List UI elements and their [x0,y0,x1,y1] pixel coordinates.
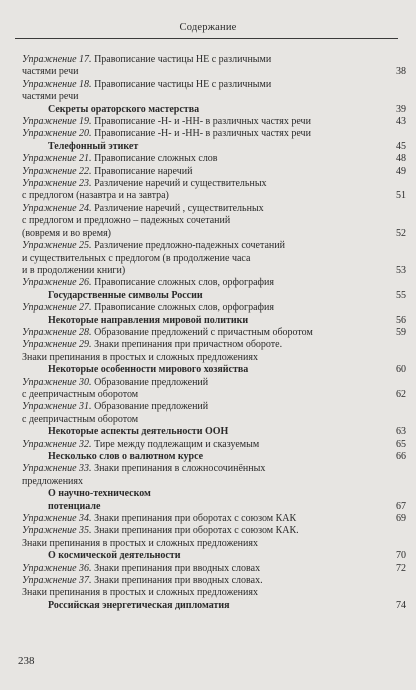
toc-line [22,587,406,599]
exercise-title: Различение наречий и существительных [94,178,267,190]
toc-section [22,315,406,327]
toc-section [22,550,406,562]
exercise-label: Упражнение 28. [22,326,92,338]
section-title: Российская энергетическая дипломатия [48,599,230,611]
exercise-title: Правописание частицы НЕ с различными [94,54,272,65]
page-ref: 60 [396,364,406,376]
toc-entry [22,327,406,339]
section-title: Некоторые особенности мирового хозяйства [48,364,249,376]
toc-entry [22,116,406,128]
exercise-label: Упражнение 24. [22,202,92,214]
exercise-label: Упражнение 20. [22,128,92,140]
page-ref: 53 [396,264,406,276]
exercise-title-cont: с деепричастным оборотом [22,413,139,425]
page-ref: 72 [396,562,406,574]
toc-entry [22,575,406,587]
exercise-label: Упражнение 22. [22,165,92,177]
page-ref: 56 [396,314,406,326]
toc-entry [22,439,406,451]
exercise-title-cont: и существительных с предлогом (в продолжение часа [22,252,251,264]
exercise-title-cont: предложениях [22,475,84,487]
exercise-title: Правописание -Н- и -НН- в различных частях речи [94,116,311,128]
page-ref: 51 [396,190,406,202]
toc-entry [22,128,406,140]
page-ref: 63 [396,426,406,438]
section-title: О космической деятельности [48,550,181,562]
exercise-title: Различение предложно-падежных сочетаний [94,240,285,252]
toc-section [22,141,406,153]
header-rule [15,38,398,39]
toc-entry [22,153,406,165]
exercise-title: Правописание -Н- и -НН- в различных частях речи [94,128,311,140]
toc-entry [22,463,406,488]
exercise-title: Знаки препинания при вводных словах [94,562,261,574]
toc-entry [22,377,406,402]
exercise-title: Знаки препинания при причастном обороте. [94,339,283,351]
section-title: Телефонный этикет [48,140,139,152]
exercise-title: Правописание частицы НЕ с различными [94,78,272,90]
toc-entry [22,178,406,203]
toc-section [22,426,406,438]
section-title: Государственные символы России [48,289,203,301]
exercise-title: Образование предложений [94,401,209,413]
exercise-label: Упражнение 37. [22,575,92,587]
exercise-label: Упражнение 35. [22,525,92,537]
toc-entry [22,563,406,575]
page-ref: 74 [396,599,406,611]
exercise-label: Упражнение 36. [22,562,92,574]
toc-section [22,104,406,116]
exercise-title: Правописание наречий [94,165,193,177]
page-ref: 65 [396,438,406,450]
toc-section [22,600,406,612]
exercise-title: Правописание сложных слов [94,153,218,165]
exercise-title-cont: (вовремя и во время) [22,227,111,239]
toc-section [22,364,406,376]
exercise-label: Упражнение 27. [22,302,92,314]
toc-section [22,451,406,463]
toc-entry [22,203,406,240]
toc-entry [22,54,406,79]
section-title: Некоторые направления мировой политики [48,314,249,326]
toc-section [22,290,406,302]
page-ref: 39 [396,103,406,115]
exercise-title: Образование предложений [94,376,209,388]
entry-text: Знаки препинания в простых и сложных предложениях [22,537,258,549]
exercise-label: Упражнение 34. [22,513,92,525]
exercise-label: Упражнение 19. [22,116,92,128]
toc-section [22,488,406,513]
exercise-title: Правописание сложных слов, орфография [94,277,274,289]
exercise-label: Упражнение 26. [22,277,92,289]
exercise-title: Правописание сложных слов, орфография [94,302,274,314]
entry-text: Знаки препинания в простых и сложных предложениях [22,351,258,363]
page-ref: 70 [396,550,406,562]
exercise-label: Упражнение 31. [22,401,92,413]
section-title-cont: потенциале [48,500,101,512]
section-title: О научно-техническом [48,488,151,500]
page-ref: 38 [396,66,406,78]
exercise-title: Знаки препинания при вводных словах. [94,575,263,587]
exercise-label: Упражнение 18. [22,78,92,90]
page-ref: 43 [396,116,406,128]
exercise-title: Знаки препинания при оборотах с союзом КАК [94,513,297,525]
exercise-title: Знаки препинания в сложносочинённых [94,463,266,475]
exercise-label: Упражнение 33. [22,463,92,475]
table-of-contents [22,54,406,612]
exercise-label: Упражнение 23. [22,178,92,190]
toc-entry [22,277,406,289]
section-title: Несколько слов о валютном курсе [48,451,204,462]
page-ref: 67 [396,500,406,512]
exercise-label: Упражнение 32. [22,438,92,450]
exercise-title: Образование предложений с причастным оборотом [94,326,313,338]
page-ref: 49 [396,165,406,177]
exercise-title: Тире между подлежащим и сказуемым [94,438,260,450]
toc-entry [22,513,406,525]
section-title: Секреты ораторского мастерства [48,103,200,115]
toc-entry [22,525,406,537]
page-ref: 55 [396,289,406,301]
entry-text: Знаки препинания в простых и сложных предложениях [22,587,258,599]
toc-entry [22,79,406,104]
toc-entry [22,240,406,277]
page-ref: 69 [396,513,406,525]
exercise-label: Упражнение 25. [22,240,92,252]
page-ref: 62 [396,388,406,400]
exercise-label: Упражнение 17. [22,54,92,65]
exercise-title-cont: и в продолжении книги) [22,264,126,276]
running-head: Содержание [179,22,237,33]
toc-entry [22,166,406,178]
exercise-title: Знаки препинания при оборотах с союзом КАК. [94,525,299,537]
toc-entry [22,401,406,426]
exercise-label: Упражнение 30. [22,376,92,388]
exercise-label: Упражнение 21. [22,153,92,165]
section-title: Некоторые аспекты деятельности ООН [48,426,229,438]
exercise-title-cont: с предлогом и предложно – падежных сочетаний [22,215,231,227]
toc-line [22,538,406,550]
page-number: 238 [18,655,35,667]
toc-entry [22,302,406,314]
page-ref: 59 [396,326,406,338]
page-ref: 66 [396,451,406,462]
toc-entry [22,339,406,351]
exercise-title-cont: с деепричастным оборотом [22,388,139,400]
exercise-title: Различение наречий , существительных [94,202,264,214]
page-ref: 45 [396,140,406,152]
exercise-title-cont: частями речи [22,91,79,103]
page-ref: 52 [396,227,406,239]
exercise-title-cont: частями речи [22,66,79,78]
exercise-title-cont: с предлогом (назавтра и на завтра) [22,190,169,202]
exercise-label: Упражнение 29. [22,339,92,351]
page-ref: 48 [396,153,406,165]
toc-line [22,352,406,364]
